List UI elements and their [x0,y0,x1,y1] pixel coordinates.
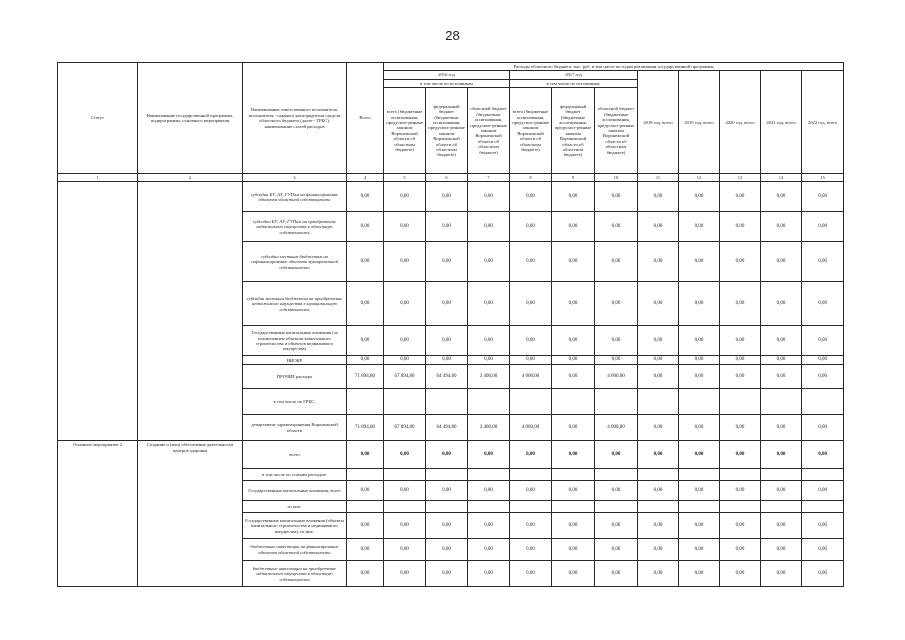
row-label: бюджетные инвестиции на приобретение недвижимого имущества в областную собственность [243,561,347,587]
value-cell: 0,00 [679,242,720,282]
value-cell: 0,00 [347,182,384,212]
value-cell: 0,00 [638,242,679,282]
header-2016-regional: областной бюджет (бюджетные ассигнования, предусмот-ренные законом Воронежской области об областном бюджете) [468,88,510,174]
value-cell [347,469,384,481]
row-label: субсидии местным бюджетам на софинансирование объектов муниципальной собственности [243,242,347,282]
value-cell: 0,00 [510,282,552,326]
value-cell: 0,00 [638,356,679,365]
value-cell: 0,00 [426,441,468,469]
value-cell [510,501,552,513]
value-cell: 0,00 [761,481,802,501]
value-cell: 0,00 [638,415,679,441]
value-cell [720,501,761,513]
value-cell [720,389,761,415]
col-num: 5 [384,174,426,182]
value-cell [384,501,426,513]
value-cell: 0,00 [384,441,426,469]
value-cell: 0,00 [426,513,468,539]
value-cell: 0,00 [761,441,802,469]
value-cell: 0,00 [802,561,844,587]
value-cell: 0,00 [426,356,468,365]
value-cell: 0,00 [426,182,468,212]
value-cell: 67 894,80 [384,415,426,441]
value-cell: 64 494,80 [426,365,468,389]
value-cell: 0,00 [552,513,595,539]
value-cell [426,501,468,513]
row-label: Государственные капитальные вложения, всего [243,481,347,501]
value-cell [595,469,638,481]
value-cell [638,501,679,513]
col-num: 11 [638,174,679,182]
value-cell: 0,00 [426,242,468,282]
value-cell: 0,00 [384,282,426,326]
value-cell: 0,00 [720,242,761,282]
value-cell: 0,00 [720,441,761,469]
value-cell: 0,00 [347,326,384,356]
value-cell: 0,00 [802,326,844,356]
value-cell: 0,00 [510,539,552,561]
value-cell: 0,00 [384,539,426,561]
value-cell [720,469,761,481]
value-cell [510,469,552,481]
value-cell: 0,00 [426,212,468,242]
value-cell: 0,00 [720,282,761,326]
value-cell: 0,00 [426,481,468,501]
value-cell: 0,00 [761,365,802,389]
row-label: департамент здравоохранения Воронежской области [243,415,347,441]
value-cell: 0,00 [802,513,844,539]
row-label: Государственные капитальные вложения (объекты капитального строительства и недвижимого имущества), из них: [243,513,347,539]
col-num: 2 [138,174,243,182]
value-cell: 0,00 [426,282,468,326]
budget-table [57,62,844,587]
value-cell [347,389,384,415]
value-cell [426,469,468,481]
col-num: 10 [595,174,638,182]
value-cell: 0,00 [552,561,595,587]
col-num: 14 [761,174,802,182]
value-cell [802,469,844,481]
value-cell: 0,00 [468,513,510,539]
value-cell: 0,00 [761,539,802,561]
header-budget-group: Расходы областного бюджета, тыс. руб. в том числе по годам реализации государственной программы [384,63,844,71]
col-num: 12 [679,174,720,182]
value-cell: 0,00 [802,441,844,469]
value-cell: 0,00 [595,513,638,539]
value-cell: 0,00 [802,242,844,282]
value-cell: 0,00 [347,282,384,326]
value-cell: 0,00 [347,441,384,469]
value-cell: 0,00 [638,182,679,212]
value-cell: 0,00 [720,212,761,242]
table-row [58,441,844,469]
value-cell: 0,00 [510,561,552,587]
row-label: субсидии БУ, АУ, ГУПам на финансирование объектов областной собственности [243,182,347,212]
col-num: 8 [510,174,552,182]
value-cell: 4 000,00 [510,415,552,441]
col-num: 15 [802,174,844,182]
value-cell: 0,00 [384,513,426,539]
header-2020: 2020 год, всего [720,71,761,174]
value-cell [761,389,802,415]
value-cell [468,469,510,481]
header-year-2017: 2017 год [510,71,638,79]
value-cell: 0,00 [510,481,552,501]
value-cell: 3 400,00 [468,365,510,389]
value-cell: 0,00 [638,326,679,356]
value-cell: 0,00 [802,481,844,501]
value-cell: 0,00 [468,481,510,501]
value-cell [761,501,802,513]
value-cell: 0,00 [552,539,595,561]
value-cell: 67 894,80 [384,365,426,389]
value-cell: 0,00 [426,561,468,587]
header-2022: 2022 год, всего [802,71,844,174]
value-cell: 0,00 [552,415,595,441]
value-cell [679,501,720,513]
row-label: в том числе по статьям расходов: [243,469,347,481]
value-cell: 0,00 [510,513,552,539]
value-cell: 0,00 [552,356,595,365]
row-label: из них: [243,501,347,513]
value-cell: 0,00 [720,356,761,365]
value-cell: 4 000,00 [595,365,638,389]
value-cell: 0,00 [468,356,510,365]
header-2017-federal: федеральный бюджет (бюджетные ассигнования, предусмот-ренные законом Воронежской области об областном бюджете) [552,88,595,174]
value-cell: 0,00 [802,365,844,389]
value-cell: 0,00 [552,242,595,282]
col-num: 6 [426,174,468,182]
header-sources-2017: в том числе по источникам: [510,79,638,87]
value-cell [384,389,426,415]
row-label: бюджетные инвестиции на финансирование объектов областной собственности [243,539,347,561]
value-cell: 0,00 [552,282,595,326]
value-cell: 0,00 [468,212,510,242]
row-label: всего [243,441,347,469]
value-cell: 0,00 [347,242,384,282]
value-cell [384,469,426,481]
value-cell: 0,00 [510,326,552,356]
value-cell: 0,00 [468,282,510,326]
value-cell: 0,00 [761,212,802,242]
value-cell: 0,00 [679,182,720,212]
value-cell [802,389,844,415]
value-cell [552,389,595,415]
header-program-name: Наименование государственной программы, подпрограммы, основного мероприятия [138,63,243,174]
value-cell: 0,00 [384,242,426,282]
value-cell: 0,00 [802,415,844,441]
value-cell: 0,00 [384,326,426,356]
value-cell: 0,00 [347,212,384,242]
value-cell: 0,00 [426,326,468,356]
value-cell: 0,00 [679,212,720,242]
header-2019: 2019 год, всего [679,71,720,174]
value-cell: 0,00 [802,212,844,242]
value-cell: 0,00 [720,561,761,587]
value-cell: 4 000,00 [510,365,552,389]
value-cell: 0,00 [384,561,426,587]
value-cell: 0,00 [761,415,802,441]
value-cell: 0,00 [679,365,720,389]
value-cell [510,389,552,415]
value-cell: 0,00 [468,561,510,587]
value-cell: 0,00 [347,513,384,539]
value-cell: 0,00 [679,539,720,561]
value-cell: 0,00 [761,326,802,356]
value-cell: 0,00 [595,326,638,356]
value-cell: 0,00 [638,365,679,389]
value-cell: 0,00 [384,481,426,501]
value-cell: 0,00 [510,212,552,242]
header-2018: 2018 год, всего [638,71,679,174]
value-cell: 0,00 [720,365,761,389]
header-sources-2016: в том числе по источникам [384,79,510,87]
program-name-cell [138,182,243,441]
value-cell: 0,00 [595,282,638,326]
col-num: 1 [58,174,138,182]
row-label: НИОКР [243,356,347,365]
col-num: 9 [552,174,595,182]
value-cell: 0,00 [595,356,638,365]
value-cell: 0,00 [468,182,510,212]
value-cell: 0,00 [720,539,761,561]
value-cell: 0,00 [595,182,638,212]
value-cell [679,469,720,481]
header-executor: Наименование ответственного исполнителя, исполнителя - главного распорядителя средств областного бюджета (далее - ГРБС), наименование статей расходов [243,63,347,174]
value-cell: 0,00 [384,212,426,242]
value-cell: 0,00 [595,539,638,561]
main-activity-status: Основное мероприятие 2 [58,441,138,587]
status-cell [58,182,138,441]
header-2017-regional: областной бюджет (бюджетные ассигнования, предусмот-ренные законом Воронежской области об областном бюджете) [595,88,638,174]
value-cell: 0,00 [761,513,802,539]
value-cell: 0,00 [802,182,844,212]
value-cell: 71 894,80 [347,415,384,441]
value-cell: 0,00 [638,513,679,539]
value-cell: 64 494,80 [426,415,468,441]
value-cell: 0,00 [679,282,720,326]
value-cell [552,501,595,513]
value-cell [761,469,802,481]
value-cell: 0,00 [510,441,552,469]
column-number-row [58,174,844,182]
value-cell: 0,00 [761,356,802,365]
value-cell: 0,00 [468,326,510,356]
value-cell: 0,00 [552,365,595,389]
value-cell [468,389,510,415]
header-status: Статус [58,63,138,174]
main-activity-name: Создание и (или) обеспечение деятельности центров здоровья [138,441,243,587]
value-cell: 0,00 [802,356,844,365]
value-cell: 0,00 [468,441,510,469]
value-cell: 0,00 [384,356,426,365]
value-cell: 0,00 [595,212,638,242]
value-cell [552,469,595,481]
value-cell: 0,00 [552,212,595,242]
col-num: 7 [468,174,510,182]
value-cell: 0,00 [679,415,720,441]
row-label: Государственные капитальные вложения (за исключением объектов капитального строительства и объектов недвижимого имущества) [243,326,347,356]
value-cell: 0,00 [761,561,802,587]
header-row-1 [58,63,844,71]
value-cell: 0,00 [679,481,720,501]
value-cell: 0,00 [595,242,638,282]
value-cell: 0,00 [595,481,638,501]
value-cell: 0,00 [638,481,679,501]
value-cell: 0,00 [679,513,720,539]
value-cell: 0,00 [347,561,384,587]
header-year-2016: 2016 год [384,71,510,79]
table-row [58,182,844,212]
value-cell [638,469,679,481]
value-cell: 0,00 [679,441,720,469]
value-cell: 0,00 [468,242,510,282]
value-cell: 0,00 [761,282,802,326]
value-cell: 0,00 [384,182,426,212]
col-num: 13 [720,174,761,182]
page-number: 28 [445,28,460,43]
header-2016-federal: федеральный бюджет (бюджетные ассигнования, предусмот-ренные законом Воронежской области об областном бюджете) [426,88,468,174]
col-num: 3 [243,174,347,182]
header-2017-total: всего (бюджетные ассигнования, предусмот-ренные законом Воронежской области об областном бюджете) [510,88,552,174]
header-2016-total: всего (бюджетные ассигнования, предусмот-ренные законом Воронежской области об областном бюджете) [384,88,426,174]
value-cell: 0,00 [638,539,679,561]
value-cell: 0,00 [552,326,595,356]
value-cell [426,389,468,415]
value-cell: 0,00 [468,539,510,561]
value-cell: 0,00 [595,441,638,469]
value-cell: 0,00 [638,282,679,326]
value-cell: 0,00 [720,513,761,539]
row-label: в том числе по ГРБС: [243,389,347,415]
value-cell: 0,00 [720,481,761,501]
value-cell: 0,00 [802,539,844,561]
value-cell: 0,00 [720,182,761,212]
value-cell: 0,00 [638,212,679,242]
value-cell: 0,00 [426,539,468,561]
value-cell: 0,00 [510,182,552,212]
value-cell: 0,00 [720,326,761,356]
value-cell: 0,00 [761,242,802,282]
value-cell [638,389,679,415]
value-cell: 3 400,00 [468,415,510,441]
row-label: ПРОЧИЕ расходы [243,365,347,389]
value-cell [595,389,638,415]
value-cell [802,501,844,513]
value-cell: 0,00 [347,356,384,365]
value-cell [595,501,638,513]
value-cell: 0,00 [638,561,679,587]
value-cell: 0,00 [552,481,595,501]
value-cell: 71 894,80 [347,365,384,389]
value-cell: 0,00 [679,326,720,356]
value-cell [347,501,384,513]
value-cell: 0,00 [347,539,384,561]
row-label: субсидии местным бюджетам на приобретение недвижимого имущества в муниципальную собственность [243,282,347,326]
col-num: 4 [347,174,384,182]
value-cell [679,389,720,415]
value-cell: 0,00 [510,356,552,365]
value-cell: 0,00 [679,561,720,587]
value-cell: 0,00 [720,415,761,441]
value-cell: 0,00 [552,441,595,469]
value-cell: 0,00 [347,481,384,501]
value-cell [468,501,510,513]
value-cell: 0,00 [552,182,595,212]
header-total: Всего [347,63,384,174]
header-2021: 2021 год, всего [761,71,802,174]
value-cell: 0,00 [679,356,720,365]
value-cell: 0,00 [802,282,844,326]
value-cell: 4 000,00 [595,415,638,441]
value-cell: 0,00 [595,561,638,587]
value-cell: 0,00 [510,242,552,282]
value-cell: 0,00 [761,182,802,212]
value-cell: 0,00 [638,441,679,469]
row-label: субсидии БУ, АУ, ГУПам на приобретение недвижимого имущества в областную собственность [243,212,347,242]
